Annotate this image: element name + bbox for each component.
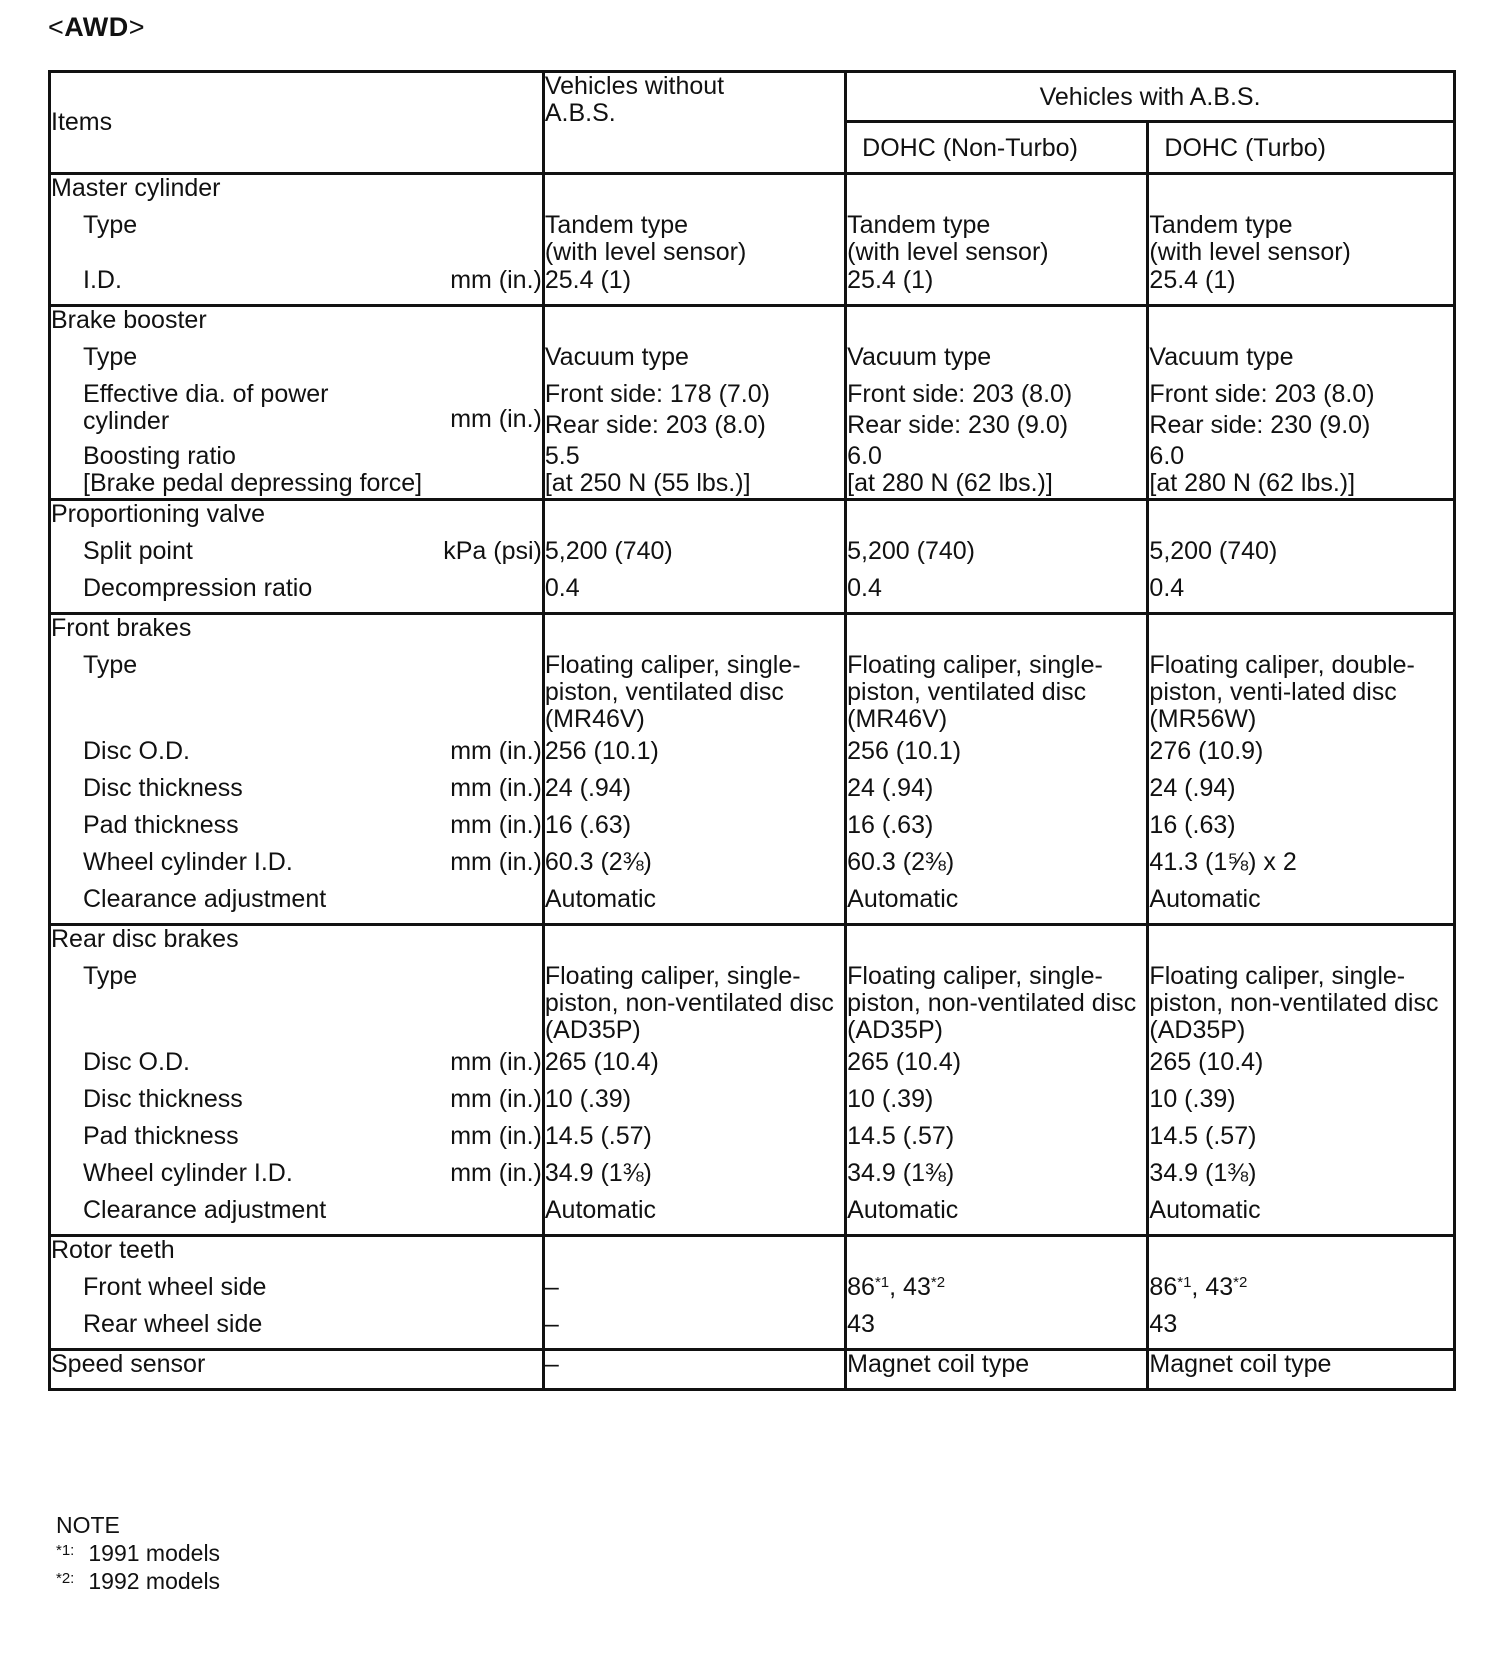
unit-label: mm (in.) (450, 405, 542, 433)
item-label-text: Wheel cylinder I.D. (83, 1159, 293, 1187)
item-label (51, 1123, 542, 1160)
footnote-mark: *1 (874, 1274, 890, 1291)
value-ratio (1149, 443, 1453, 498)
value-id: 25.4 (1) (847, 266, 934, 294)
cell-turbo (1148, 925, 1455, 1236)
cell-turbo (1148, 500, 1455, 614)
value-decomp: 0.4 (1149, 574, 1185, 602)
item-label: Clearance adjustment (83, 1196, 327, 1224)
value-od: 256 (10.1) (544, 737, 659, 765)
item-label-text: Disc thickness (83, 1085, 243, 1113)
value-speed-sensor: Magnet coil type (1149, 1350, 1332, 1378)
note-text: 1992 models (88, 1568, 221, 1594)
unit-label: mm (in.) (450, 1122, 542, 1150)
note-item (56, 1566, 220, 1594)
value-separator: , (889, 1273, 904, 1301)
unit-label: mm (in.) (450, 811, 542, 839)
value-line: 6.0 (847, 442, 882, 470)
note-item (56, 1538, 220, 1566)
value-line: Tandem type (847, 211, 991, 239)
value-type (1149, 212, 1453, 267)
value-thickness: 10 (.39) (544, 1085, 632, 1113)
value-type: Floating caliper, single-piston, non-ventilated disc (AD35P) (847, 962, 1137, 1044)
cell-non-turbo (846, 925, 1148, 1236)
cell-without (543, 925, 845, 1236)
cell-turbo (1148, 614, 1455, 925)
value-part: 86 (1149, 1273, 1178, 1301)
value-clearance: Automatic (847, 1196, 959, 1224)
header-without-abs-label: Vehicles without A.B.S. (544, 72, 725, 127)
value-separator: , (1191, 1273, 1206, 1301)
cell-turbo (1148, 174, 1455, 306)
value-ratio (545, 443, 844, 498)
cell-non-turbo (846, 174, 1148, 306)
value-clearance: Automatic (544, 1196, 657, 1224)
value-thickness: 10 (.39) (1149, 1085, 1236, 1113)
unit-label: mm (in.) (450, 848, 542, 876)
value-front-wheel (1149, 1274, 1453, 1311)
value-line: 6.0 (1149, 442, 1185, 470)
cell-without (543, 306, 845, 500)
item-label-text: cylinder (83, 407, 170, 435)
value-line: (with level sensor) (847, 238, 1049, 266)
section-title: Speed sensor (51, 1350, 206, 1378)
value-line: [at 250 N (55 lbs.)] (544, 469, 751, 497)
section-front-brakes (50, 614, 1455, 925)
value-type: Floating caliper, double-piston, venti-lated disc (MR56W) (1149, 651, 1415, 733)
section-title: Front brakes (51, 614, 192, 642)
value-pad: 16 (.63) (1149, 811, 1236, 839)
item-label: Rear wheel side (83, 1310, 263, 1338)
cell-non-turbo (846, 614, 1148, 925)
item-label-text: [Brake pedal depressing force] (83, 469, 423, 497)
value-split: 5,200 (740) (1149, 537, 1278, 565)
value-type: Vacuum type (847, 343, 992, 371)
cell-turbo (1148, 1236, 1455, 1350)
value-od: 256 (10.1) (847, 737, 962, 765)
value-rear-wheel: 43 (1149, 1310, 1178, 1338)
cell-without (543, 1350, 845, 1390)
item-label-text: Disc O.D. (83, 737, 190, 765)
item-label: Type (83, 962, 138, 990)
footnote-block (56, 1512, 220, 1594)
value-speed-sensor: – (544, 1350, 559, 1378)
value-pad: 14.5 (.57) (847, 1122, 955, 1150)
value-ratio (847, 443, 1146, 498)
item-label: Decompression ratio (83, 574, 313, 602)
cell-without (543, 1236, 845, 1350)
header-items: Items (50, 72, 544, 174)
value-line: Tandem type (544, 211, 688, 239)
value-pad: 16 (.63) (847, 811, 934, 839)
items-front-brakes (50, 614, 544, 925)
item-label: Clearance adjustment (83, 885, 327, 913)
heading-text: AWD (64, 12, 129, 42)
unit-label: mm (in.) (450, 266, 542, 294)
item-label (51, 812, 542, 849)
item-label (51, 381, 542, 443)
value-od: 276 (10.9) (1149, 737, 1264, 765)
value-line: [at 280 N (62 lbs.)] (847, 469, 1053, 497)
items-rear-disc-brakes (50, 925, 544, 1236)
item-label (51, 1086, 542, 1123)
unit-label: mm (in.) (450, 1159, 542, 1187)
cell-without (543, 500, 845, 614)
value-part: 43 (903, 1273, 931, 1301)
value-thickness: 24 (.94) (847, 774, 934, 802)
header-non-turbo: DOHC (Non-Turbo) (846, 122, 1148, 174)
cell-turbo (1148, 306, 1455, 500)
value-type: Vacuum type (1149, 343, 1294, 371)
cell-without (543, 174, 845, 306)
item-label (51, 775, 542, 812)
unit-label: mm (in.) (450, 1085, 542, 1113)
value-rear: Rear side: 230 (9.0) (847, 411, 1069, 439)
value-type: Floating caliper, single-piston, ventilated disc (MR46V) (544, 651, 801, 733)
value-speed-sensor: Magnet coil type (847, 1350, 1030, 1378)
note-title: NOTE (56, 1512, 120, 1538)
item-label (51, 849, 542, 886)
cell-non-turbo (846, 500, 1148, 614)
cell-turbo (1148, 1350, 1455, 1390)
value-rear-wheel: 43 (847, 1310, 875, 1338)
heading-suffix: > (128, 12, 146, 42)
header-with-abs: Vehicles with A.B.S. (846, 72, 1455, 122)
cell-without (543, 614, 845, 925)
items-master-cylinder (50, 174, 544, 306)
value-type (847, 212, 1146, 267)
section-title: Brake booster (51, 306, 207, 334)
section-title: Proportioning valve (51, 500, 266, 528)
value-front: Front side: 203 (8.0) (1149, 380, 1375, 408)
items-brake-booster (50, 306, 544, 500)
value-split: 5,200 (740) (847, 537, 976, 565)
item-label-text: Effective dia. of power (83, 380, 329, 408)
note-mark: *1: (56, 1542, 75, 1559)
section-rear-disc-brakes (50, 925, 1455, 1236)
value-id: 25.4 (1) (1149, 266, 1236, 294)
value-line: Tandem type (1149, 211, 1293, 239)
section-brake-booster (50, 306, 1455, 500)
value-decomp: 0.4 (544, 574, 580, 602)
value-type: Floating caliper, single-piston, non-ventilated disc (AD35P) (544, 962, 834, 1044)
cell-non-turbo (846, 306, 1148, 500)
item-label (51, 1160, 542, 1197)
item-label-text: Split point (83, 537, 193, 565)
item-label: Type (83, 651, 138, 679)
value-front: Front side: 178 (7.0) (544, 380, 770, 408)
footnote-mark: *2 (930, 1274, 946, 1291)
value-thickness: 24 (.94) (1149, 774, 1236, 802)
heading-prefix: < (48, 12, 65, 42)
brake-spec-table (48, 70, 1456, 1391)
value-type: Floating caliper, single-piston, ventilated disc (MR46V) (847, 651, 1103, 733)
cell-non-turbo (846, 1236, 1148, 1350)
section-proportioning-valve (50, 500, 1455, 614)
value-id: 25.4 (1) (544, 266, 632, 294)
section-title: Rear disc brakes (51, 925, 239, 953)
note-text: 1991 models (88, 1540, 221, 1566)
value-wheel-cylinder: 34.9 (1⅜) (847, 1159, 955, 1187)
value-wheel-cylinder: 34.9 (1⅜) (1149, 1159, 1257, 1187)
item-label: Front wheel side (83, 1273, 267, 1301)
value-line: 5.5 (544, 442, 580, 470)
item-label: Type (83, 343, 138, 371)
value-line: (with level sensor) (544, 238, 747, 266)
note-mark: *2: (56, 1570, 75, 1587)
unit-label: mm (in.) (450, 737, 542, 765)
cell-non-turbo (846, 1350, 1148, 1390)
value-clearance: Automatic (544, 885, 657, 913)
value-thickness: 10 (.39) (847, 1085, 934, 1113)
item-label (51, 267, 542, 304)
section-speed-sensor (50, 1350, 1455, 1390)
value-od: 265 (10.4) (847, 1048, 962, 1076)
value-wheel-cylinder: 60.3 (2⅜) (544, 848, 652, 876)
unit-label: kPa (psi) (443, 537, 542, 565)
item-label-text: Disc thickness (83, 774, 243, 802)
item-label: Type (83, 211, 138, 239)
value-part: 86 (847, 1273, 875, 1301)
section-master-cylinder (50, 174, 1455, 306)
item-label-text: Pad thickness (83, 811, 239, 839)
item-label-text: Disc O.D. (83, 1048, 190, 1076)
items-rotor-teeth (50, 1236, 544, 1350)
value-clearance: Automatic (1149, 885, 1261, 913)
items-speed-sensor (50, 1350, 544, 1390)
header-without-abs (543, 72, 845, 174)
value-clearance: Automatic (1149, 1196, 1261, 1224)
value-od: 265 (10.4) (1149, 1048, 1264, 1076)
value-clearance: Automatic (847, 885, 959, 913)
item-label-text: I.D. (83, 266, 122, 294)
value-wheel-cylinder: 60.3 (2⅜) (847, 848, 955, 876)
unit-label: mm (in.) (450, 774, 542, 802)
value-decomp: 0.4 (847, 574, 882, 602)
value-type: Vacuum type (544, 343, 689, 371)
value-thickness: 24 (.94) (544, 774, 632, 802)
footnote-mark: *2 (1233, 1274, 1248, 1291)
value-type: Floating caliper, single-piston, non-ventilated disc (AD35P) (1149, 962, 1439, 1044)
item-label (51, 738, 542, 775)
footnote-mark: *1 (1177, 1274, 1192, 1291)
unit-label: mm (in.) (450, 1048, 542, 1076)
value-pad: 14.5 (.57) (544, 1122, 652, 1150)
value-split: 5,200 (740) (544, 537, 673, 565)
value-line: (with level sensor) (1149, 238, 1351, 266)
page-heading (48, 12, 145, 43)
item-label (51, 538, 542, 575)
value-line: [at 280 N (62 lbs.)] (1149, 469, 1356, 497)
section-title: Rotor teeth (51, 1236, 175, 1264)
item-label (51, 1049, 542, 1086)
value-pad: 16 (.63) (544, 811, 632, 839)
section-title: Master cylinder (51, 174, 221, 202)
value-part: 43 (1205, 1273, 1234, 1301)
value-front: Front side: 203 (8.0) (847, 380, 1073, 408)
item-label-text: Pad thickness (83, 1122, 239, 1150)
value-rear-wheel: – (544, 1310, 559, 1338)
value-pad: 14.5 (.57) (1149, 1122, 1257, 1150)
value-od: 265 (10.4) (544, 1048, 659, 1076)
item-label (51, 443, 542, 498)
value-type (545, 212, 844, 267)
section-rotor-teeth (50, 1236, 1455, 1350)
value-front-wheel (847, 1274, 1146, 1311)
value-rear: Rear side: 230 (9.0) (1149, 411, 1371, 439)
item-label-text: Wheel cylinder I.D. (83, 848, 293, 876)
items-proportioning-valve (50, 500, 544, 614)
value-front-wheel: – (544, 1273, 559, 1301)
value-wheel-cylinder: 41.3 (1⅝) x 2 (1149, 848, 1297, 876)
value-rear: Rear side: 203 (8.0) (544, 411, 766, 439)
header-turbo: DOHC (Turbo) (1148, 122, 1455, 174)
value-wheel-cylinder: 34.9 (1⅜) (544, 1159, 652, 1187)
item-label-text: Boosting ratio (83, 442, 236, 470)
